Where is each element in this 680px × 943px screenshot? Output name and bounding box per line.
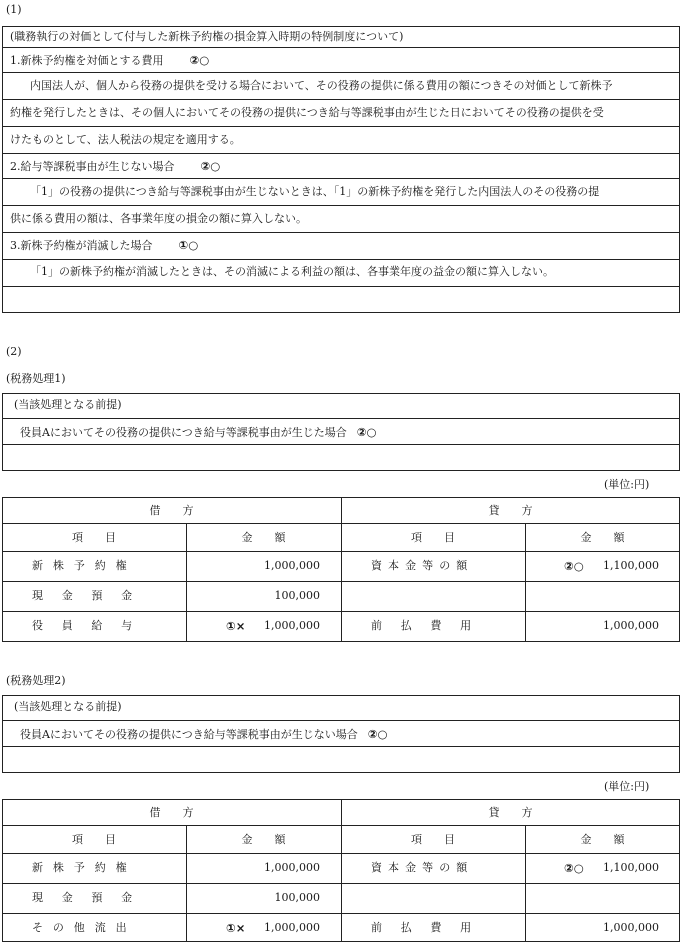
score-mark: ①×	[226, 921, 246, 935]
col-divider	[341, 497, 342, 642]
item-header: 項 目	[72, 833, 116, 846]
row-divider	[2, 72, 680, 73]
premise-title: (当該処理となる前提)	[14, 700, 122, 713]
item-text-line: 「1」の役務の提供につき給与等課税事由が生じないときは、「1」の新株予約権を発行した内国法人のその役務の提	[30, 185, 600, 198]
treatment-label: (税務処理2)	[6, 674, 66, 687]
score-mark: ②○	[200, 159, 221, 173]
item-text-line: けたものとして、法人税法の規定を適用する。	[10, 133, 241, 146]
amount-header: 金 額	[580, 833, 625, 846]
row-divider	[2, 259, 680, 260]
credit-amount: 1,100,000	[603, 559, 659, 572]
credit-amount: 1,000,000	[603, 619, 659, 632]
item-header: 項 目	[411, 833, 455, 846]
debit-amount: 1,000,000	[264, 619, 320, 632]
score-mark: ②○	[367, 727, 388, 741]
score-mark: ②○	[189, 53, 210, 67]
credit-item: 前払費用	[371, 619, 490, 632]
unit-label: (単位:円)	[604, 780, 650, 793]
item-text-line: 「1」の新株予約権が消滅したときは、その消滅による利益の額は、各事業年度の益金の額に算入しない。	[30, 265, 554, 278]
debit-amount: 1,000,000	[264, 921, 320, 934]
amount-header: 金 額	[580, 531, 625, 544]
credit-item: 資本金等の額	[371, 559, 474, 572]
score-mark: ②○	[564, 559, 584, 573]
amount-header: 金 額	[241, 833, 286, 846]
premise-title: (当該処理となる前提)	[14, 398, 122, 411]
credit-item: 資本金等の額	[371, 861, 474, 874]
row-divider	[2, 126, 680, 127]
unit-label: (単位:円)	[604, 478, 650, 491]
item-header: 項 目	[411, 531, 455, 544]
treatment-label: (税務処理1)	[6, 372, 66, 385]
credit-amount: 1,100,000	[603, 861, 659, 874]
item-heading: 3.新株予約権が消滅した場合 ①○	[10, 238, 199, 252]
debit-item: 新株予約権	[32, 861, 137, 874]
premise-text: 役員Aにおいてその役務の提供につき給与等課税事由が生じない場合 ②○	[20, 727, 388, 741]
item-text-line: 約権を発行したときは、その個人においてその役務の提供につき給与等課税事由が生じた日においてその役務の提供を受	[10, 106, 604, 119]
item-text-line: 内国法人が、個人から役務の提供を受ける場合において、その役務の提供に係る費用の額につきその対価として新株予	[30, 79, 613, 92]
debit-amount: 1,000,000	[264, 861, 320, 874]
part2-heading: (2)	[6, 345, 22, 358]
row-divider	[2, 286, 680, 287]
row-divider	[2, 418, 680, 419]
amount-header: 金 額	[241, 531, 286, 544]
item-header: 項 目	[72, 531, 116, 544]
debit-item: 現金預金	[32, 589, 151, 602]
credit-item: 前払費用	[371, 921, 490, 934]
debit-item: 現金預金	[32, 891, 151, 904]
debit-amount: 100,000	[274, 589, 320, 602]
row-divider	[2, 153, 680, 154]
debit-amount: 1,000,000	[264, 559, 320, 572]
debit-item: 新株予約権	[32, 559, 137, 572]
row-divider	[2, 205, 680, 206]
score-mark: ①○	[178, 238, 199, 252]
row-divider	[2, 444, 680, 445]
debit-header: 借 方	[149, 504, 194, 517]
score-mark: ②○	[356, 425, 377, 439]
credit-header: 貸 方	[488, 806, 533, 819]
row-divider	[2, 720, 680, 721]
row-divider	[2, 99, 680, 100]
item-heading: 1.新株予約権を対価とする費用 ②○	[10, 53, 210, 67]
row-divider	[2, 746, 680, 747]
premise-text: 役員Aにおいてその役務の提供につき給与等課税事由が生じた場合 ②○	[20, 425, 377, 439]
debit-item: 役員給与	[32, 619, 151, 632]
part1-heading: (1)	[6, 3, 22, 16]
debit-header: 借 方	[149, 806, 194, 819]
item-text-line: 供に係る費用の額は、各事業年度の損金の額に算入しない。	[10, 212, 307, 225]
debit-item: その他流出	[32, 921, 137, 934]
debit-amount: 100,000	[274, 891, 320, 904]
credit-header: 貸 方	[488, 504, 533, 517]
row-divider	[2, 232, 680, 233]
score-mark: ①×	[226, 619, 246, 633]
row-divider	[2, 47, 680, 48]
box-title: (職務執行の対価として付与した新株予約権の損金算入時期の特例制度について)	[10, 30, 404, 43]
score-mark: ②○	[564, 861, 584, 875]
item-heading: 2.給与等課税事由が生じない場合 ②○	[10, 159, 221, 173]
col-divider	[341, 799, 342, 942]
row-divider	[2, 178, 680, 179]
credit-amount: 1,000,000	[603, 921, 659, 934]
